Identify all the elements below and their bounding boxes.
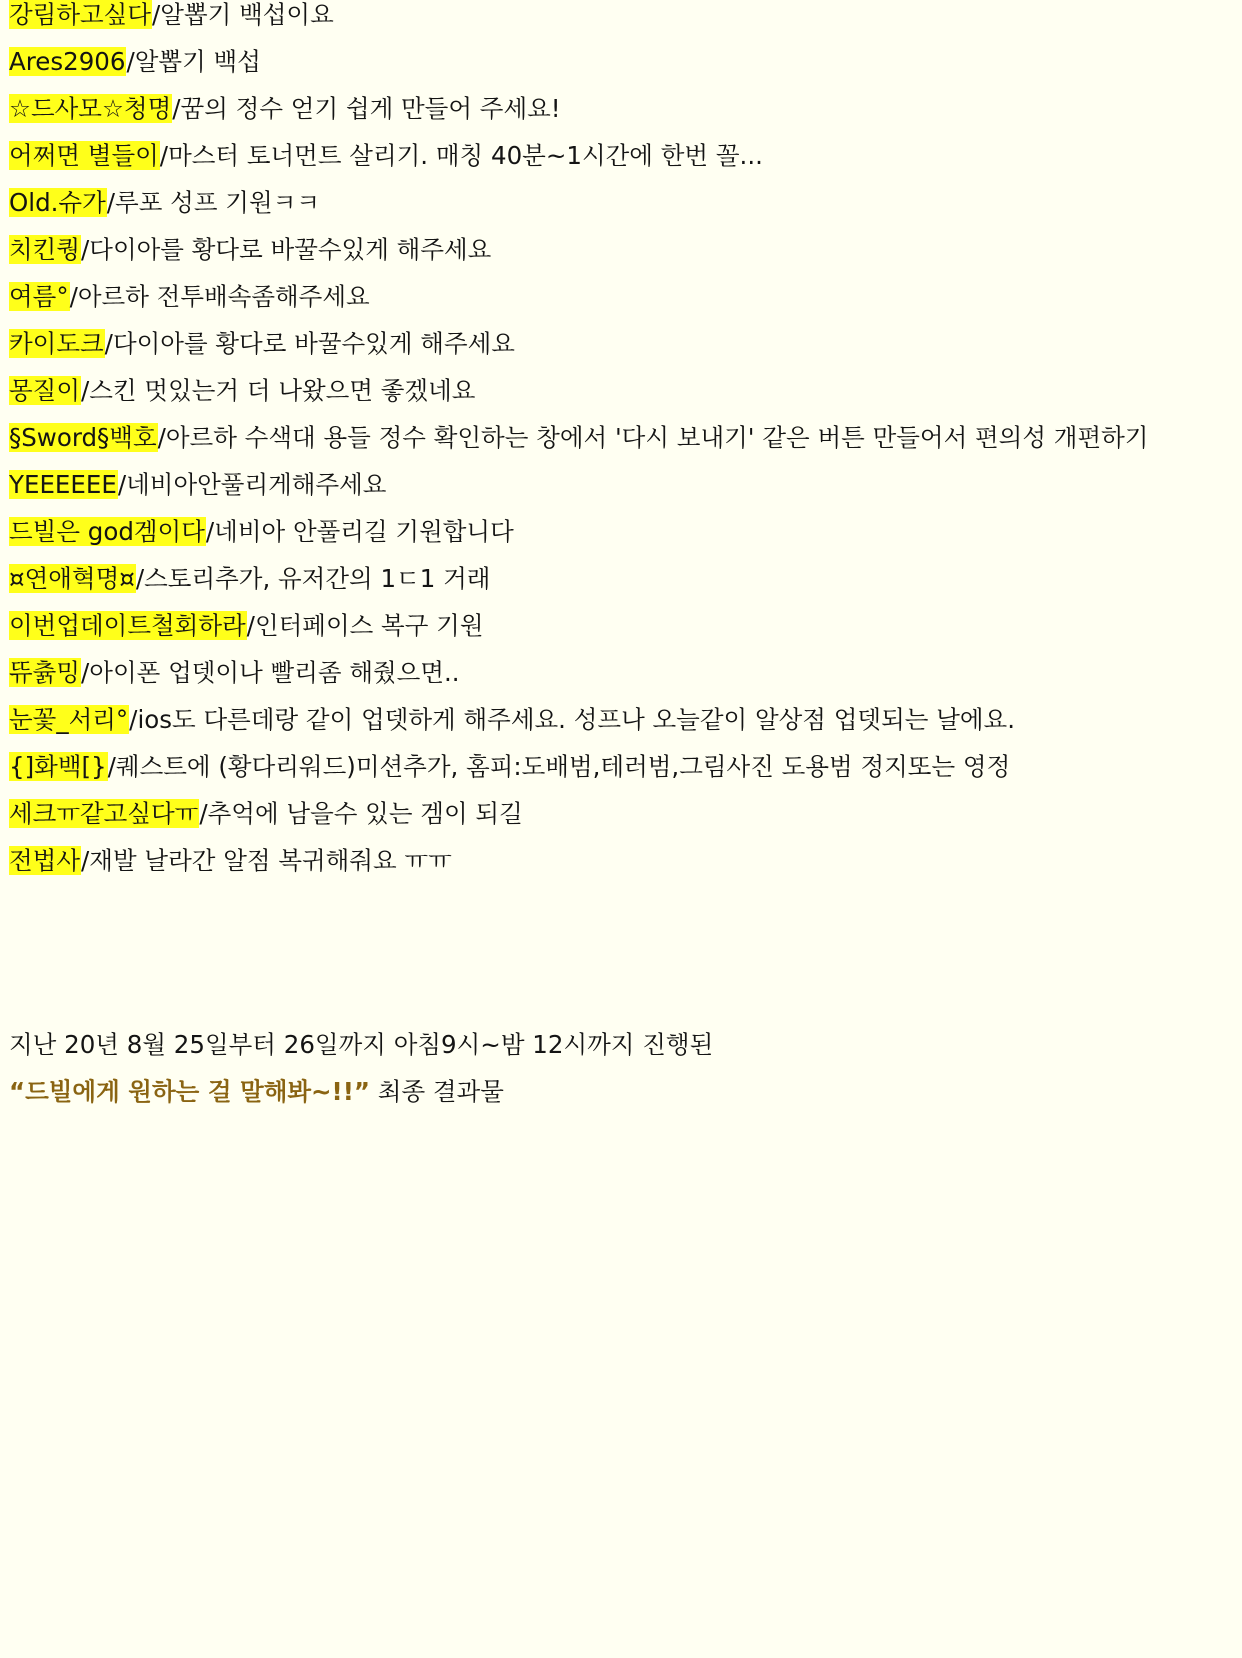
nickname-highlight: Old.슈가 bbox=[9, 188, 106, 217]
wish-row bbox=[9, 705, 1148, 752]
nickname-highlight: 치킨퀑 bbox=[9, 235, 81, 264]
wish-row bbox=[9, 799, 1148, 846]
separator: / bbox=[152, 0, 161, 29]
wish-row bbox=[9, 423, 1148, 470]
event-summary bbox=[9, 1030, 713, 1124]
nickname-highlight: 몽질이 bbox=[9, 376, 81, 405]
wish-row bbox=[9, 846, 1148, 893]
wish-row bbox=[9, 47, 1148, 94]
separator: / bbox=[135, 564, 145, 593]
wish-row bbox=[9, 282, 1148, 329]
nickname-highlight: 어쩌면 별들이 bbox=[9, 141, 159, 170]
separator: / bbox=[246, 611, 255, 640]
wish-row bbox=[9, 564, 1148, 611]
wish-text: 퀘스트에 (황다리워드)미션추가, 홈피:도배범,테러범,그림사진 도용범 정지또는 영정 bbox=[115, 752, 1011, 781]
wish-text: ios도 다른데랑 같이 업뎃하게 해주세요. 성프나 오늘같이 알상점 업뎃되는 날에요. bbox=[137, 705, 1016, 734]
separator: / bbox=[159, 141, 169, 170]
event-period-line: 지난 20년 8월 25일부터 26일까지 아침9시~밤 12시까지 진행된 bbox=[9, 1030, 714, 1059]
wish-text: 아이폰 업뎃이나 빨리좀 해줬으면.. bbox=[89, 658, 460, 687]
nickname-highlight: Ares2906 bbox=[9, 47, 126, 76]
nickname-highlight: 여름° bbox=[9, 282, 69, 311]
separator: / bbox=[69, 282, 78, 311]
wish-row bbox=[9, 235, 1148, 282]
wish-row bbox=[9, 658, 1148, 705]
separator: / bbox=[117, 470, 127, 499]
wish-text: 다이아를 황다로 바꿀수있게 해주세요 bbox=[89, 235, 492, 264]
wish-text: 재발 날라간 알점 복귀해줘요 ㅠㅠ bbox=[89, 846, 452, 875]
wish-text: 알뽑기 백섭 bbox=[134, 47, 261, 76]
event-result-suffix: 최종 결과물 bbox=[370, 1077, 504, 1106]
wish-text: 인터페이스 복구 기원 bbox=[254, 611, 484, 640]
wish-text: 마스터 토너먼트 살리기. 매칭 40분~1시간에 한번 꼴... bbox=[168, 141, 763, 170]
wish-row bbox=[9, 376, 1148, 423]
wish-row bbox=[9, 752, 1148, 799]
separator: / bbox=[205, 517, 215, 546]
event-title: “드빌에게 원하는 걸 말해봐~!!” bbox=[9, 1077, 371, 1106]
nickname-highlight: ¤연애혁명¤ bbox=[9, 564, 135, 593]
nickname-highlight: 눈꽃_서리° bbox=[9, 705, 129, 734]
wish-text: 다이아를 황다로 바꿀수있게 해주세요 bbox=[112, 329, 515, 358]
nickname-highlight: 카이도크 bbox=[9, 329, 104, 358]
wish-row bbox=[9, 94, 1148, 141]
separator: / bbox=[107, 752, 116, 781]
separator: / bbox=[106, 188, 116, 217]
nickname-highlight: 강림하고싶다 bbox=[9, 0, 152, 29]
wish-text: 아르하 수색대 용들 정수 확인하는 창에서 '다시 보내기' 같은 버튼 만들어서 편의성 개편하기 bbox=[165, 423, 1149, 452]
separator: / bbox=[199, 799, 208, 828]
wish-row bbox=[9, 188, 1148, 235]
wish-text: 알뽑기 백섭이요 bbox=[160, 0, 334, 29]
wish-row bbox=[9, 141, 1148, 188]
wish-row bbox=[9, 517, 1148, 564]
separator: / bbox=[172, 94, 181, 123]
nickname-highlight: YEEEEEE bbox=[9, 470, 117, 499]
nickname-highlight: 세크ㅠ같고싶다ㅠ bbox=[9, 799, 199, 828]
wish-text: 루포 성프 기원ㅋㅋ bbox=[115, 188, 320, 217]
wish-text: 추억에 남을수 있는 겜이 되길 bbox=[207, 799, 523, 828]
wish-text: 네비아 안풀리길 기원합니다 bbox=[214, 517, 514, 546]
wish-text: 스킨 멋있는거 더 나왔으면 좋겠네요 bbox=[89, 376, 476, 405]
separator: / bbox=[81, 658, 90, 687]
wish-row bbox=[9, 470, 1148, 517]
wish-row bbox=[9, 0, 1148, 47]
nickname-highlight: {]화백[} bbox=[9, 752, 107, 781]
nickname-highlight: 뜌츍밍 bbox=[9, 658, 81, 687]
separator: / bbox=[81, 376, 90, 405]
nickname-highlight: 이번업데이트철회하라 bbox=[9, 611, 246, 640]
separator: / bbox=[81, 235, 90, 264]
nickname-highlight: 드빌은 god겜이다 bbox=[9, 517, 205, 546]
event-result-line bbox=[9, 1077, 713, 1124]
wish-text: 아르하 전투배속좀해주세요 bbox=[77, 282, 370, 311]
wish-row bbox=[9, 611, 1148, 658]
wish-text: 스토리추가, 유저간의 1ㄷ1 거래 bbox=[144, 564, 491, 593]
separator: / bbox=[157, 423, 166, 452]
separator: / bbox=[126, 47, 135, 76]
separator: / bbox=[129, 705, 138, 734]
nickname-highlight: §Sword§백호 bbox=[9, 423, 157, 452]
nickname-highlight: ☆드사모☆청명 bbox=[9, 94, 172, 123]
wish-text: 꿈의 정수 얻기 쉽게 만들어 주세요! bbox=[180, 94, 561, 123]
wish-row bbox=[9, 329, 1148, 376]
separator: / bbox=[104, 329, 113, 358]
wish-text: 네비아안풀리게해주세요 bbox=[126, 470, 387, 499]
nickname-highlight: 전법사 bbox=[9, 846, 81, 875]
wish-list bbox=[9, 0, 1148, 893]
separator: / bbox=[81, 846, 90, 875]
